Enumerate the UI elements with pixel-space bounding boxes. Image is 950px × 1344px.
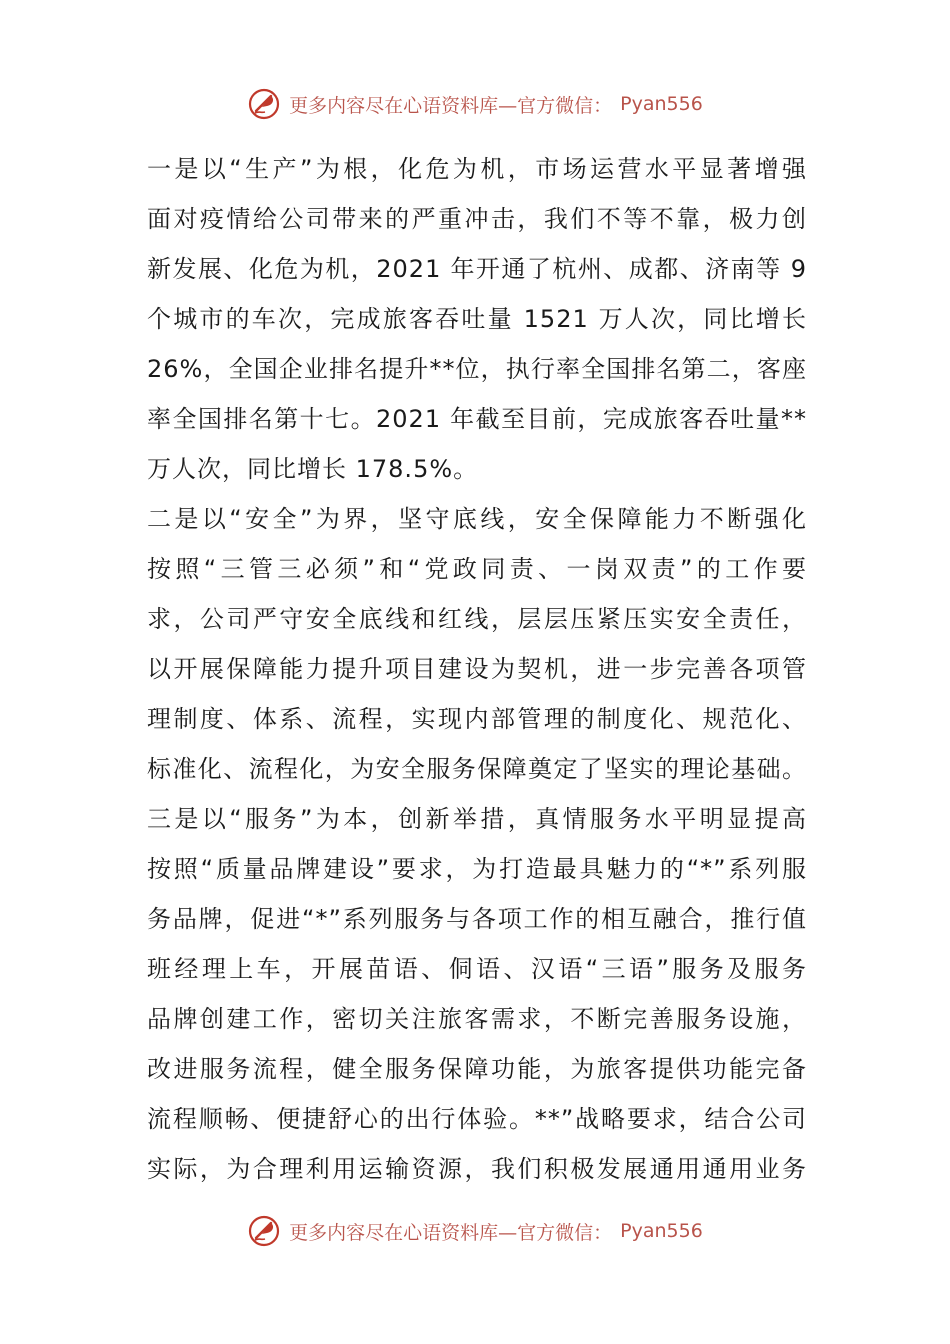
text-line: 班经理上车，开展苗语、侗语、汉语“三语”服务及服务 xyxy=(147,955,807,983)
text-line: 改进服务流程，健全服务保障功能，为旅客提供功能完备 xyxy=(147,1055,807,1083)
text-line: 万人次，同比增长 178.5%。 xyxy=(147,455,479,483)
text-line: 品牌创建工作，密切关注旅客需求，不断完善服务设施， xyxy=(147,1005,807,1033)
text-line: 实际，为合理利用运输资源，我们积极发展通用通用业务 xyxy=(147,1155,807,1183)
text-line: 按照“三管三必须”和“党政同责、一岗双责”的工作要 xyxy=(147,555,807,583)
text-line: 率全国排名第十七。2021 年截至目前，完成旅客吞吐量** xyxy=(147,405,807,433)
text-line: 三是以“服务”为本，创新举措，真情服务水平明显提高 xyxy=(147,805,807,833)
text-line: 面对疫情给公司带来的严重冲击，我们不等不靠，极力创 xyxy=(147,205,807,233)
footer-watermark xyxy=(0,1211,950,1251)
text-line: 理制度、体系、流程，实现内部管理的制度化、规范化、 xyxy=(147,705,807,733)
text-line: 流程顺畅、便捷舒心的出行体验。**”战略要求，结合公司 xyxy=(147,1105,807,1133)
text-line: 个城市的车次，完成旅客吞吐量 1521 万人次，同比增长 xyxy=(147,305,807,333)
paragraph xyxy=(147,144,807,494)
header-watermark xyxy=(0,84,950,124)
text-line: 一是以“生产”为根，化危为机，市场运营水平显著增强 xyxy=(147,155,807,183)
text-line: 求，公司严守安全底线和红线，层层压紧压实安全责任， xyxy=(147,605,807,633)
text-line: 按照“质量品牌建设”要求，为打造最具魅力的“*”系列服 xyxy=(147,855,807,883)
paragraph xyxy=(147,494,807,794)
watermark-wechat-id: Pyan556 xyxy=(620,1220,703,1242)
text-line: 26%，全国企业排名提升**位，执行率全国排名第二，客座 xyxy=(147,355,807,383)
text-line: 新发展、化危为机，2021 年开通了杭州、成都、济南等 9 xyxy=(147,255,807,283)
watermark-wechat-id: Pyan556 xyxy=(620,93,703,115)
text-line: 务品牌，促进“*”系列服务与各项工作的相互融合，推行值 xyxy=(147,905,807,933)
quill-logo-icon xyxy=(247,1214,281,1248)
text-line: 标准化、流程化，为安全服务保障奠定了坚实的理论基础。 xyxy=(147,755,807,783)
text-line: 二是以“安全”为界，坚守底线，安全保障能力不断强化 xyxy=(147,505,807,533)
watermark-text: 更多内容尽在心语资料库—官方微信： xyxy=(289,94,613,117)
document-body xyxy=(147,144,807,1194)
quill-logo-icon xyxy=(247,87,281,121)
watermark-text: 更多内容尽在心语资料库—官方微信： xyxy=(289,1221,613,1244)
text-line: 以开展保障能力提升项目建设为契机，进一步完善各项管 xyxy=(147,655,807,683)
paragraph xyxy=(147,794,807,1194)
